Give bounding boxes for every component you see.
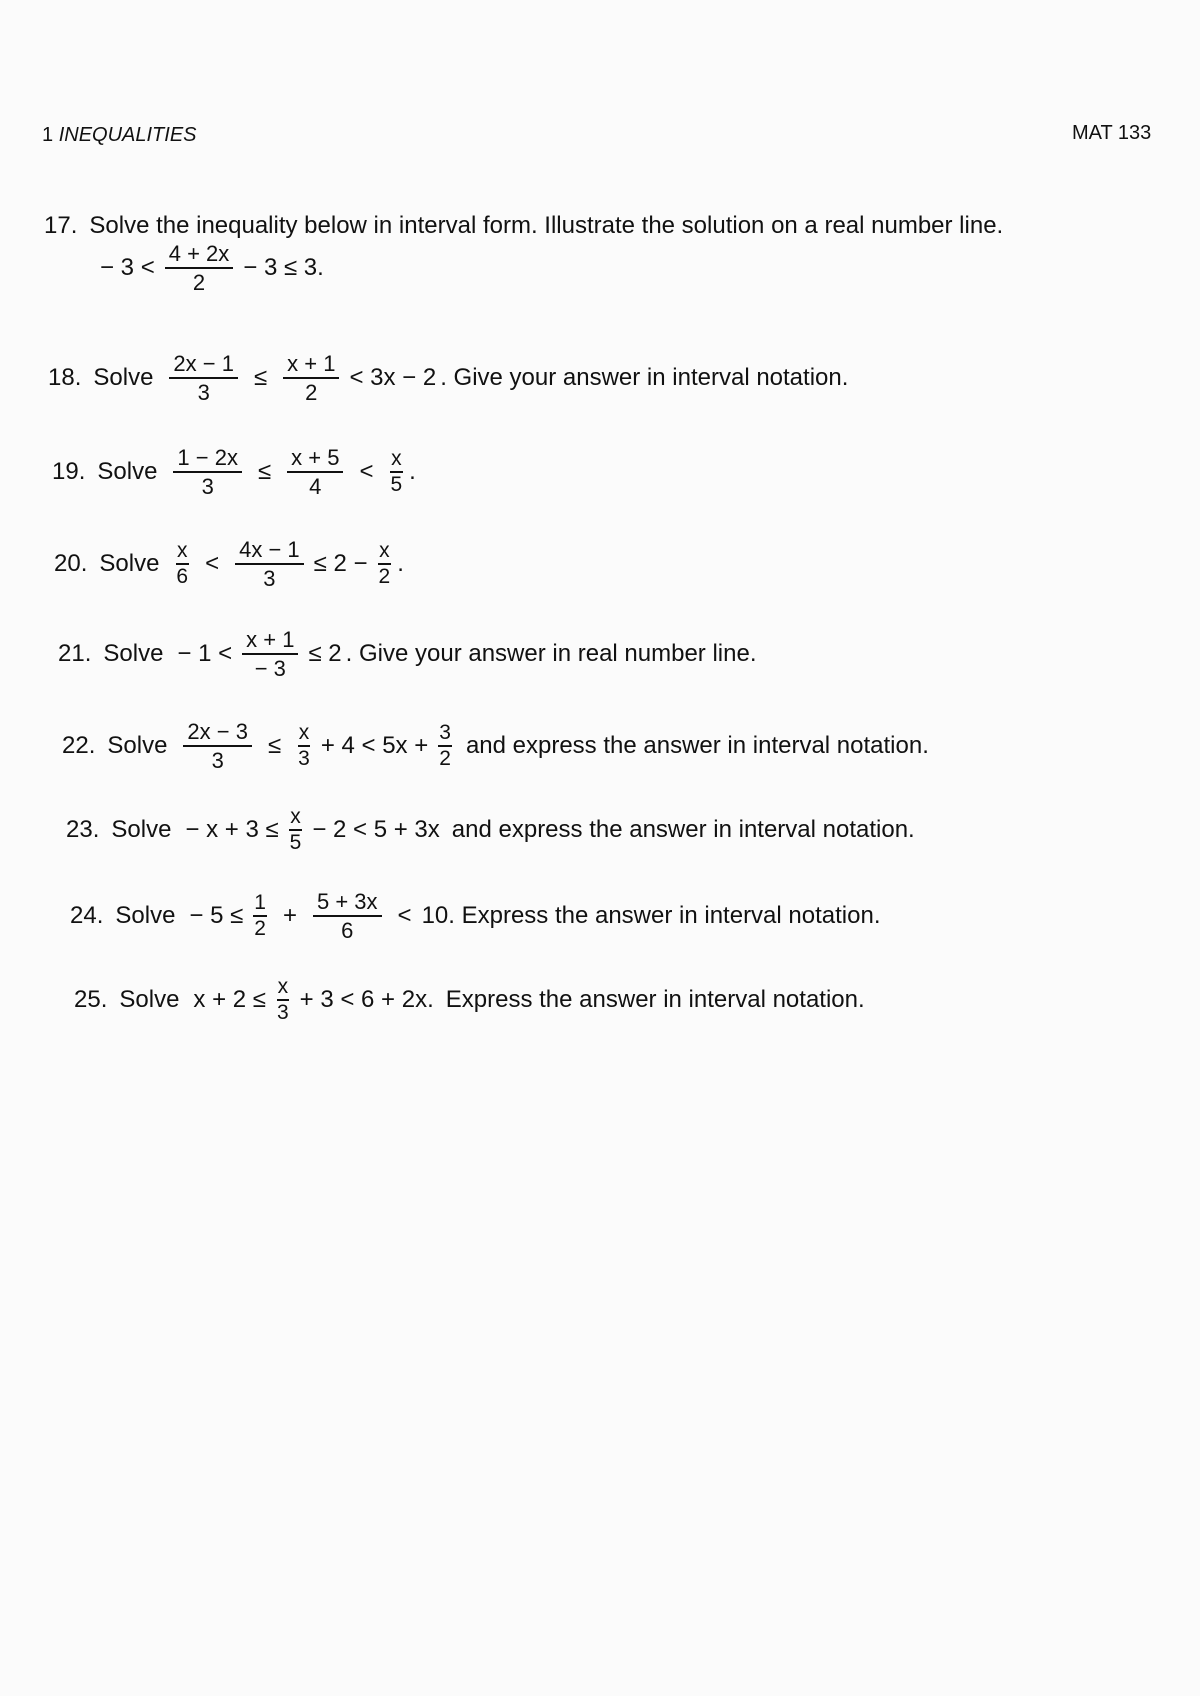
denominator: 2 [192,270,206,296]
fraction [297,722,311,770]
fraction [283,352,339,404]
denominator: 2 [254,917,266,941]
numerator: x [390,448,403,473]
section-number: 1 [42,124,54,146]
denominator: − 3 [254,656,286,682]
denominator: 3 [298,747,310,771]
problem-number: 20. [54,550,88,578]
problem-text: and express the answer in interval notation. [465,732,929,760]
math-text: ≤ 2 [308,640,342,668]
problem-number: 23. [66,816,100,844]
math-operator: + [282,902,297,930]
fraction [378,540,392,588]
section-header [42,124,197,147]
numerator: 4x − 1 [235,538,304,565]
section-title: INEQUALITIES [58,124,197,146]
math-text: ≤ 2 − [313,550,368,578]
fraction [389,448,403,496]
denominator: 4 [309,474,322,500]
math-text: − 3 < [100,254,155,282]
math-text: . [409,458,416,486]
denominator: 3 [276,1001,289,1025]
denominator: 2 [378,565,391,589]
problem-number: 25. [74,986,108,1014]
problem-number: 18. [48,364,82,392]
fraction [313,890,382,942]
problem-18 [48,352,848,404]
solve-word: Solve [119,986,180,1014]
denominator: 2 [305,380,318,406]
problem-23 [66,806,915,854]
problem-text: 10. Express the answer in interval notation. [421,902,881,930]
fraction [253,892,267,940]
math-text: < 3x − 2 [349,364,437,392]
numerator: 4 + 2x [165,242,234,269]
solve-word: Solve [99,550,160,578]
math-text: − 5 ≤ [189,902,244,930]
numerator: x [277,976,290,1001]
problem-number: 21. [58,640,92,668]
fraction [235,538,304,590]
numerator: x [289,806,302,831]
numerator: x [378,540,391,565]
solve-word: Solve [93,364,154,392]
problem-20 [54,538,404,590]
numerator: x + 5 [287,446,343,473]
problem-number: 24. [70,902,104,930]
math-text: + 3 < 6 + 2x. [299,986,434,1014]
problem-22 [62,720,929,772]
math-text: x + 2 ≤ [193,986,266,1014]
math-operator: < [205,550,220,578]
course-code: MAT 133 [1072,122,1152,144]
denominator: 6 [341,918,354,944]
problem-text: Express the answer in interval notation. [445,986,865,1014]
fraction [289,806,303,854]
problem-25 [74,976,865,1024]
solve-word: Solve [103,640,164,668]
math-operator: < [359,458,374,486]
math-text: . [397,550,404,578]
numerator: 2x − 3 [183,720,252,747]
denominator: 5 [289,831,302,855]
problem-number: 17. [44,212,78,239]
math-text: + 4 < 5x + [320,732,429,760]
problem-17 [44,212,1003,294]
math-operator: ≤ [253,364,268,392]
solve-word: Solve [107,732,168,760]
fraction [183,720,252,772]
fraction [276,976,290,1024]
denominator: 6 [176,565,189,589]
numerator: 5 + 3x [313,890,382,917]
problem-19 [52,446,416,498]
denominator: 3 [263,566,276,592]
numerator: 1 [253,892,267,917]
math-operator: ≤ [257,458,272,486]
fraction [287,446,343,498]
problem-number: 19. [52,458,86,486]
math-text: − 1 < [177,640,233,668]
fraction [175,540,189,588]
math-text: − 3 ≤ 3. [243,254,324,282]
problem-text: . Give your answer in interval notation. [440,364,849,392]
math-text: − x + 3 ≤ [185,816,279,844]
numerator: x [176,540,189,565]
numerator: 2x − 1 [169,352,238,379]
fraction [169,352,238,404]
numerator: x [298,722,311,747]
fraction [173,446,242,498]
numerator: x + 1 [283,352,339,379]
problem-number: 22. [62,732,96,760]
numerator: x + 1 [242,628,298,655]
inequality [96,242,328,294]
fraction [242,628,298,680]
solve-word: Solve [115,902,176,930]
problem-text: and express the answer in interval notation. [451,816,915,844]
denominator: 5 [390,473,403,497]
solve-word: Solve [97,458,158,486]
solve-word: Solve [111,816,172,844]
problem-text: . Give your answer in real number line. [345,640,757,668]
denominator: 3 [197,380,210,406]
problem-text: Solve the inequality below in interval form. Illustrate the solution on a real number line. [89,212,1004,239]
math-operator: < [397,902,412,930]
denominator: 2 [439,747,451,771]
math-operator: ≤ [267,732,282,760]
fraction [438,722,452,770]
problem-24 [70,890,880,942]
fraction [165,242,234,294]
math-text: − 2 < 5 + 3x [312,816,440,844]
denominator: 3 [201,474,214,500]
denominator: 3 [211,748,224,774]
numerator: 1 − 2x [173,446,242,473]
numerator: 3 [438,722,452,747]
problem-21 [58,628,757,680]
